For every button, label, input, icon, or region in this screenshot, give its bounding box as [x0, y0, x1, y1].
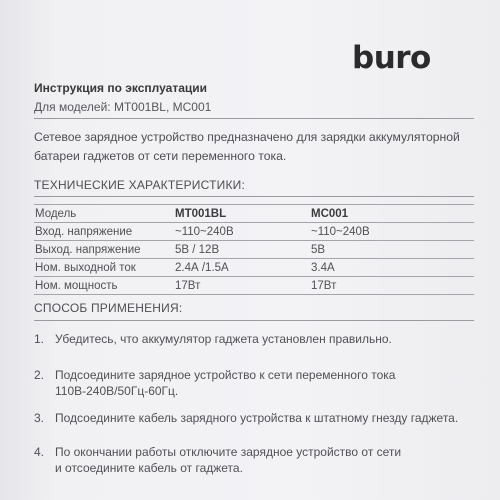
- models-line: Для моделей: MT001BL, MC001: [34, 100, 212, 114]
- step-text: Подсоедините кабель зарядного устройства к штатному гнезду гаджета.: [55, 411, 459, 425]
- intro-paragraph: [34, 128, 484, 166]
- spec-value: 17Вт: [174, 277, 310, 295]
- spec-value: MC001: [310, 205, 474, 223]
- specs-row: [34, 241, 474, 259]
- specs-divider: [34, 196, 474, 197]
- specs-row: [34, 223, 474, 241]
- spec-label: Ном. мощность: [34, 277, 174, 295]
- spec-value: MT001BL: [174, 205, 310, 223]
- intro-line: батареи гаджетов от сети переменного тока.: [34, 149, 287, 163]
- specs-heading: ТЕХНИЧЕСКИЕ ХАРАКТЕРИСТИКИ:: [34, 178, 245, 192]
- step-number: 1.: [34, 332, 45, 346]
- spec-value: 2.4А /1.5А: [174, 259, 310, 277]
- spec-label: Ном. выходной ток: [34, 259, 174, 277]
- step-number: 2.: [34, 368, 45, 382]
- step-number: 4.: [34, 445, 45, 459]
- spec-value: 17Вт: [310, 277, 474, 295]
- specs-row: [34, 259, 474, 277]
- document-title: Инструкция по эксплуатации: [34, 81, 208, 95]
- spec-value: ~110~240В: [310, 223, 474, 241]
- usage-divider: [34, 320, 474, 321]
- step-number: 3.: [34, 411, 45, 425]
- specs-table: [34, 204, 474, 295]
- spec-label: Модель: [34, 205, 174, 223]
- spec-value: 3.4А: [310, 259, 474, 277]
- specs-row: [34, 277, 474, 295]
- step-text: и отсоедините кабель от гаджета.: [55, 461, 243, 475]
- spec-label: Вход. напряжение: [34, 223, 174, 241]
- spec-value: 5В / 12В: [174, 241, 310, 259]
- intro-line: Сетевое зарядное устройство предназначено для зарядки аккумуляторной: [34, 130, 460, 144]
- brand-logo: buro: [352, 40, 431, 76]
- usage-heading: СПОСОБ ПРИМЕНЕНИЯ:: [34, 301, 183, 315]
- spec-value: ~110~240В: [174, 223, 310, 241]
- spec-label: Выход. напряжение: [34, 241, 174, 259]
- step-text: Подсоедините зарядное устройство к сети переменного тока: [55, 368, 396, 382]
- step-text: 110В-240В/50Гц-60Гц.: [55, 384, 179, 398]
- spec-value: 5В: [310, 241, 474, 259]
- step-text: Убедитесь, что аккумулятор гаджета установлен правильно.: [55, 332, 392, 346]
- step-text: По окончании работы отключите зарядное устройство от сети: [55, 445, 402, 459]
- header-divider: [34, 118, 474, 119]
- specs-header-row: [34, 205, 474, 223]
